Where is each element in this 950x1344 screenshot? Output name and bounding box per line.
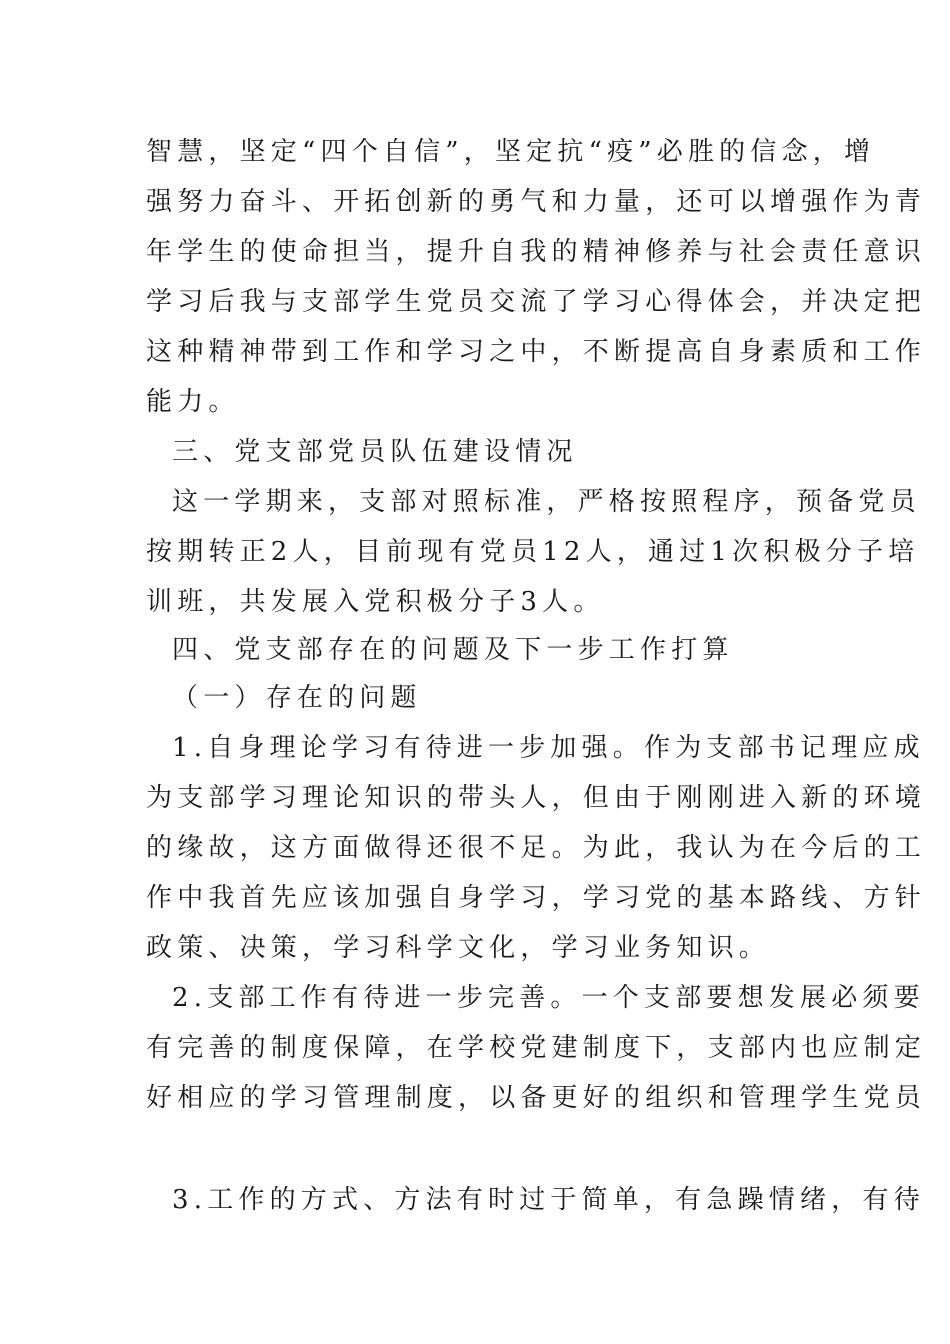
text-line: 这种精神带到工作和学习之中，不断提高自身素质和工作 [146, 337, 927, 367]
text-line: 作中我首先应该加强自身学习，学习党的基本路线、方针 [146, 883, 927, 913]
text-line: 好相应的学习管理制度，以备更好的组织和管理学生党员 [146, 1083, 927, 1113]
text-line: 这一学期来，支部对照标准，严格按照程序，预备党员 [172, 487, 921, 517]
subsection-heading: （一）存在的问题 [172, 683, 422, 713]
section-heading: 三、党支部党员队伍建设情况 [172, 437, 578, 467]
text-line: 强努力奋斗、开拓创新的勇气和力量，还可以增强作为青 [146, 187, 927, 217]
text-line: 年学生的使命担当，提升自我的精神修养与社会责任意识 [146, 237, 927, 267]
text-line: 按期转正2人，目前现有党员12人，通过1次积极分子培 [146, 537, 920, 567]
text-line: 1.自身理论学习有待进一步加强。作为支部书记理应成 [172, 733, 925, 763]
text-line: 训班，共发展入党积极分子3人。 [146, 587, 605, 617]
text-line: 政策、决策，学习科学文化，学习业务知识。 [146, 933, 771, 963]
text-line: 有完善的制度保障，在学校党建制度下，支部内也应制定 [146, 1033, 927, 1063]
text-line: 能力。 [146, 387, 240, 417]
text-line: 2.支部工作有待进一步完善。一个支部要想发展必须要 [172, 983, 925, 1013]
text-line: 为支部学习理论知识的带头人，但由于刚刚进入新的环境 [146, 783, 927, 813]
text-line: 3.工作的方式、方法有时过于简单，有急躁情绪，有待 [172, 1185, 925, 1215]
text-line: 的缘故，这方面做得还很不足。为此，我认为在今后的工 [146, 833, 927, 863]
text-line: 学习后我与支部学生党员交流了学习心得体会，并决定把 [146, 287, 927, 317]
text-line: 智慧，坚定“四个自信”，坚定抗“疫”必胜的信念，增 [146, 137, 876, 167]
section-heading: 四、党支部存在的问题及下一步工作打算 [172, 635, 734, 665]
